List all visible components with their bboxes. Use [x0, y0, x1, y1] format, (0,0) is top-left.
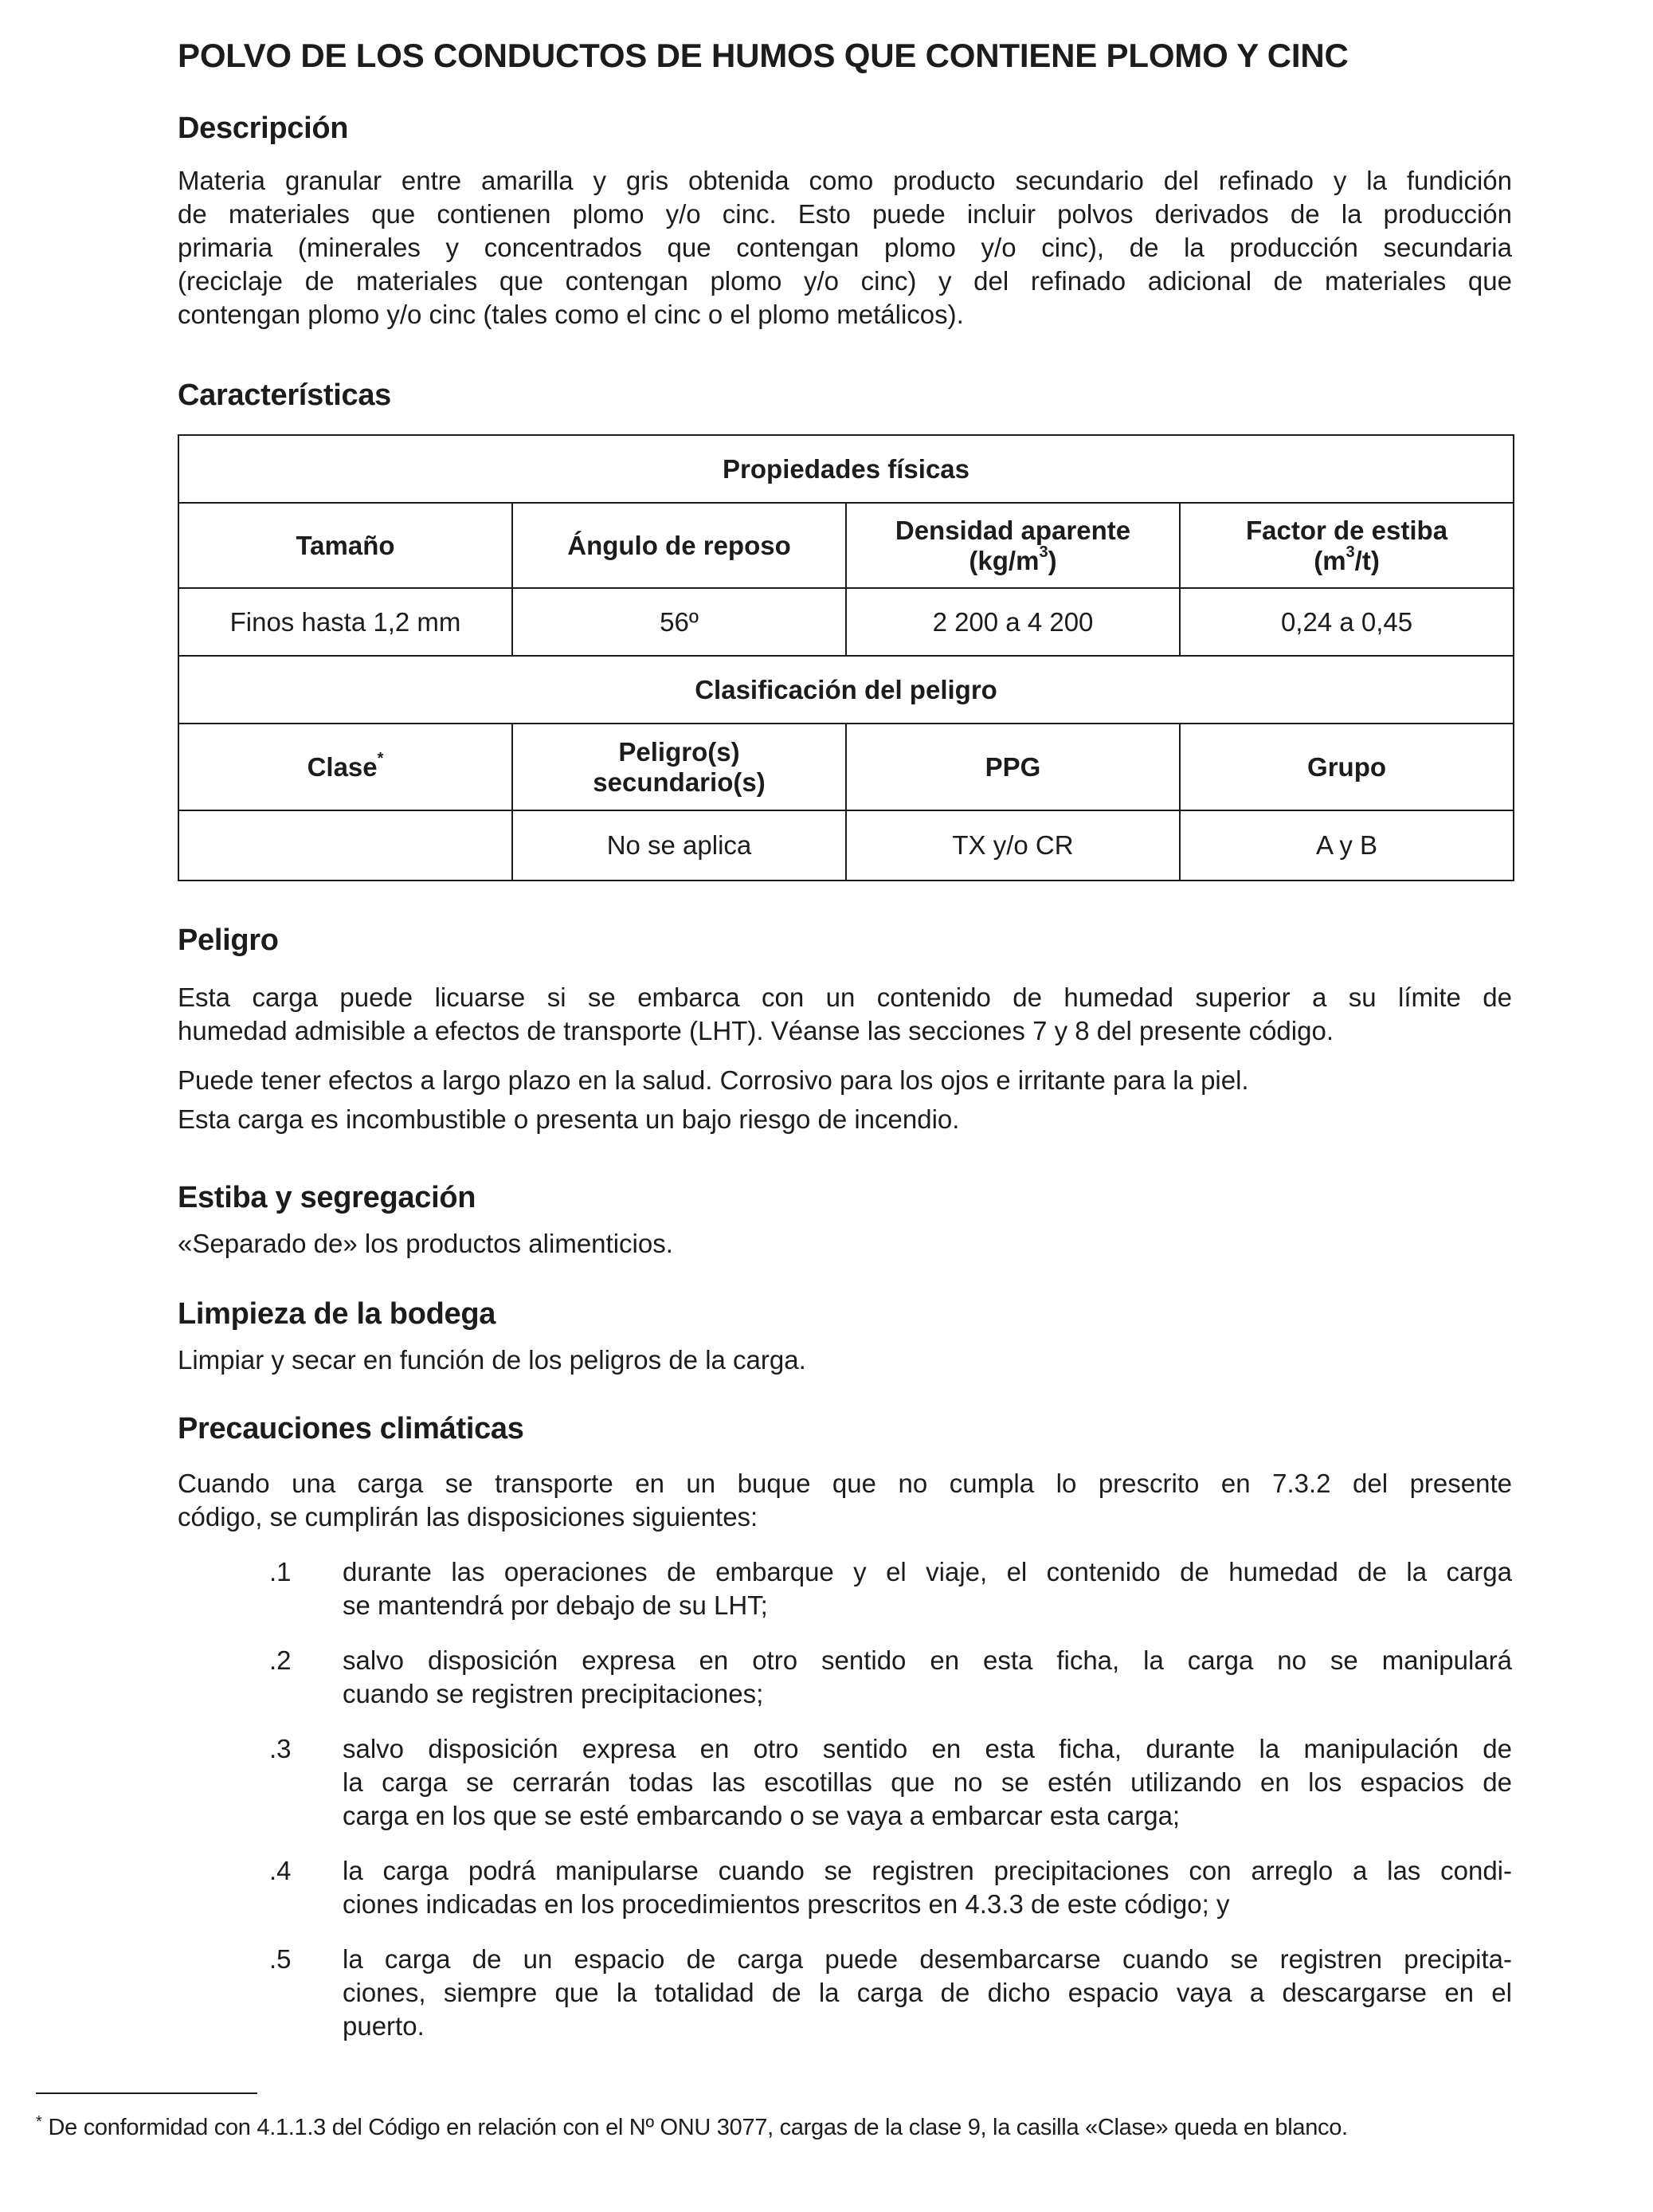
text-line: salvo disposición expresa en otro sentido en esta ficha, durante la manipulación de [343, 1734, 1512, 1763]
list-item-number: .2 [269, 1645, 292, 1675]
col-header-class: Clase* [178, 724, 512, 810]
col-header-size: Tamaño [178, 503, 512, 588]
text-line: carga en los que se esté embarcando o se vaya a embarcar esta carga; [343, 1801, 1181, 1830]
text-line: de materiales que contienen plomo y/o cinc. Esto puede incluir polvos derivados de la producción [178, 199, 1512, 229]
text-line: se mantendrá por debajo de su LHT; [343, 1590, 768, 1620]
page-title: POLVO DE LOS CONDUCTOS DE HUMOS QUE CONTIENE PLOMO Y CINC [178, 37, 1349, 74]
col-header-group: Grupo [1180, 724, 1514, 810]
text-line: puerto. [343, 2011, 425, 2041]
characteristics-table [178, 434, 1514, 881]
cell-group: A y B [1180, 810, 1514, 880]
peligro-paragraph-3 [178, 1103, 1512, 1136]
text-line: salvo disposición expresa en otro sentido en esta ficha, la carga no se manipulará [343, 1645, 1512, 1675]
text-line: ciones indicadas en los procedimientos prescritos en 4.3.3 de este código; y [343, 1889, 1230, 1919]
footnote-marker: * [377, 749, 384, 767]
heading-peligro: Peligro [178, 924, 279, 957]
text-line: Esta carga es incombustible o presenta un bajo riesgo de incendio. [178, 1104, 960, 1134]
heading-precauciones: Precauciones climáticas [178, 1412, 524, 1445]
heading-caracteristicas: Características [178, 378, 392, 412]
text-line: humedad admisible a efectos de transporte (LHT). Véanse las secciones 7 y 8 del presente código. [178, 1016, 1334, 1045]
text-line: ciones, siempre que la totalidad de la carga de dicho espacio vaya a descargarse en el [343, 1978, 1512, 2007]
heading-limpieza: Limpieza de la bodega [178, 1297, 496, 1331]
col-header-ppg: PPG [846, 724, 1180, 810]
text-line: durante las operaciones de embarque y el viaje, el contenido de humedad de la carga [343, 1557, 1512, 1586]
text-line: Puede tener efectos a largo plazo en la salud. Corrosivo para los ojos e irritante para la piel. [178, 1065, 1249, 1095]
text-line: Materia granular entre amarilla y gris obtenida como producto secundario del refinado y la fundición [178, 166, 1512, 195]
list-item [178, 1644, 1512, 1711]
col-header-angle-of-repose: Ángulo de reposo [512, 503, 846, 588]
list-item-number: .1 [269, 1557, 292, 1586]
cell-ppg: TX y/o CR [846, 810, 1180, 880]
footnote [36, 2112, 1348, 2146]
table-band-row [178, 656, 1514, 724]
col-header-stowage-factor: Factor de estiba $(m^3/t)$ [1180, 503, 1514, 588]
list-item [178, 1854, 1512, 1921]
list-item-number: .3 [269, 1734, 292, 1763]
table-band-row [178, 435, 1514, 503]
cell-size: Finos hasta 1,2 mm [178, 588, 512, 656]
cell-class [178, 810, 512, 880]
text-line: primaria (minerales y concentrados que contengan plomo y/o cinc), de la producción secundaria [178, 233, 1512, 262]
list-item [178, 1555, 1512, 1622]
text-line: Limpiar y secar en función de los peligros de la carga. [178, 1345, 806, 1375]
cell-bulk-density: 2 200 a 4 200 [846, 588, 1180, 656]
text-line: código, se cumplirán las disposiciones siguientes: [178, 1502, 758, 1532]
text-line: Esta carga puede licuarse si se embarca con un contenido de humedad superior a su límite de [178, 982, 1512, 1012]
text-line: cuando se registren precipitaciones; [343, 1679, 764, 1708]
hazard-classification-title: Clasificación del peligro [178, 656, 1514, 724]
text-line: Cuando una carga se transporte en un buque que no cumpla lo prescrito en 7.3.2 del presente [178, 1469, 1512, 1498]
footnote-marker: * [36, 2113, 42, 2131]
table-header-row [178, 724, 1514, 810]
peligro-paragraph-2 [178, 1064, 1512, 1097]
cell-subsidiary-hazards: No se aplica [512, 810, 846, 880]
estiba-paragraph [178, 1227, 1512, 1261]
table-row [178, 588, 1514, 656]
text-line: la carga de un espacio de carga puede desembarcarse cuando se registren precipita- [343, 1944, 1512, 1974]
col-header-bulk-density: Densidad aparente $(kg/m^3)$ [846, 503, 1180, 588]
cell-stowage-factor: 0,24 a 0,45 [1180, 588, 1514, 656]
precauciones-intro [178, 1467, 1512, 1534]
footnote-separator [36, 2092, 257, 2094]
text-line: la carga podrá manipularse cuando se registren precipitaciones con arreglo a las condi- [343, 1856, 1512, 1885]
list-item [178, 1943, 1512, 2043]
heading-estiba: Estiba y segregación [178, 1181, 476, 1214]
text-line: contengan plomo y/o cinc (tales como el cinc o el plomo metálicos). [178, 300, 964, 329]
list-item [178, 1732, 1512, 1833]
col-header-subsidiary-hazards: Peligro(s) secundario(s) [512, 724, 846, 810]
text-line: «Separado de» los productos alimenticios. [178, 1229, 673, 1258]
heading-descripcion: Descripción [178, 112, 349, 145]
footnote-text: De conformidad con 4.1.1.3 del Código en relación con el Nº ONU 3077, cargas de la clase 9, la casilla «Clase» queda en blanco. [48, 2115, 1348, 2140]
limpieza-paragraph [178, 1343, 1512, 1377]
table-row [178, 810, 1514, 880]
text-line: (reciclaje de materiales que contengan plomo y/o cinc) y del refinado adicional de materiales que [178, 266, 1512, 296]
precauciones-list [178, 1555, 1512, 2043]
physical-properties-title: Propiedades físicas [178, 435, 1514, 503]
table-header-row [178, 503, 1514, 588]
peligro-paragraph-1 [178, 981, 1512, 1048]
descripcion-paragraph [178, 164, 1512, 331]
cell-angle-of-repose: 56º [512, 588, 846, 656]
list-item-number: .5 [269, 1944, 292, 1974]
text-line: la carga se cerrarán todas las escotillas que no se estén utilizando en los espacios de [343, 1767, 1512, 1797]
list-item-number: .4 [269, 1856, 292, 1885]
